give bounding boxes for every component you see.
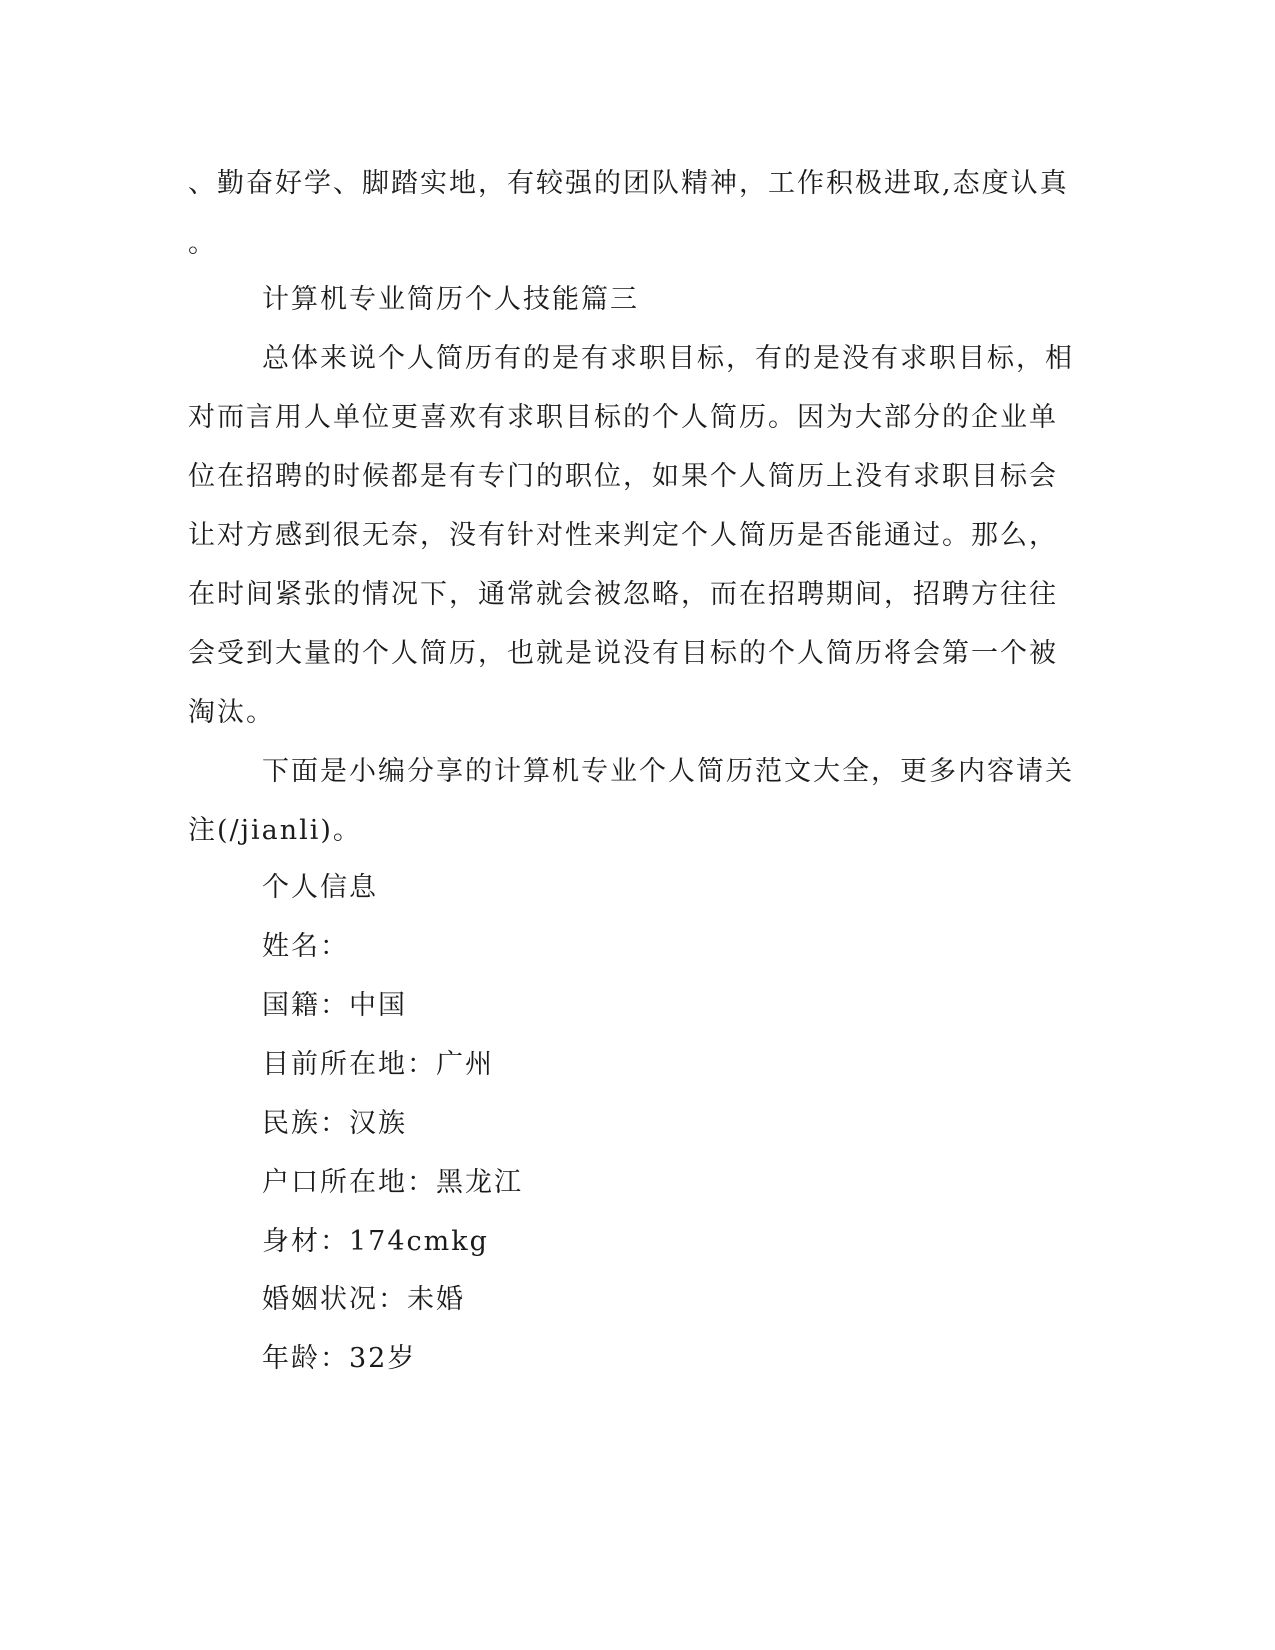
paragraph-line-3: 位在招聘的时候都是有专门的职位，如果个人简历上没有求职目标会 [188, 461, 1058, 492]
info-height: 身材：174cmkg [262, 1226, 489, 1257]
text-line-1: 、勤奋好学、脚踏实地，有较强的团队精神，工作积极进取,态度认真 [188, 168, 1069, 199]
paragraph-line-6: 会受到大量的个人简历，也就是说没有目标的个人简历将会第一个被 [188, 638, 1058, 669]
text-line-2: 。 [188, 228, 217, 259]
info-hukou: 户口所在地：黑龙江 [262, 1167, 523, 1198]
paragraph-line-5: 在时间紧张的情况下，通常就会被忽略，而在招聘期间，招聘方往往 [188, 579, 1058, 610]
paragraph2-line-2: 注(/jianli)。 [188, 815, 362, 846]
info-ethnicity: 民族：汉族 [262, 1108, 407, 1139]
paragraph2-line-1: 下面是小编分享的计算机专业个人简历范文大全，更多内容请关 [262, 756, 1074, 787]
info-nationality: 国籍：中国 [262, 990, 407, 1021]
info-marital-status: 婚姻状况：未婚 [262, 1284, 465, 1315]
paragraph-line-1: 总体来说个人简历有的是有求职目标，有的是没有求职目标，相 [262, 343, 1074, 374]
paragraph-line-4: 让对方感到很无奈，没有针对性来判定个人简历是否能通过。那么， [188, 520, 1058, 551]
paragraph-line-2: 对而言用人单位更喜欢有求职目标的个人简历。因为大部分的企业单 [188, 402, 1058, 433]
info-heading: 个人信息 [262, 872, 378, 903]
info-age: 年龄：32岁 [262, 1343, 417, 1374]
info-location: 目前所在地：广州 [262, 1049, 494, 1080]
info-name: 姓名： [262, 931, 349, 962]
section-heading: 计算机专业简历个人技能篇三 [262, 284, 639, 315]
paragraph-line-7: 淘汰。 [188, 697, 275, 728]
